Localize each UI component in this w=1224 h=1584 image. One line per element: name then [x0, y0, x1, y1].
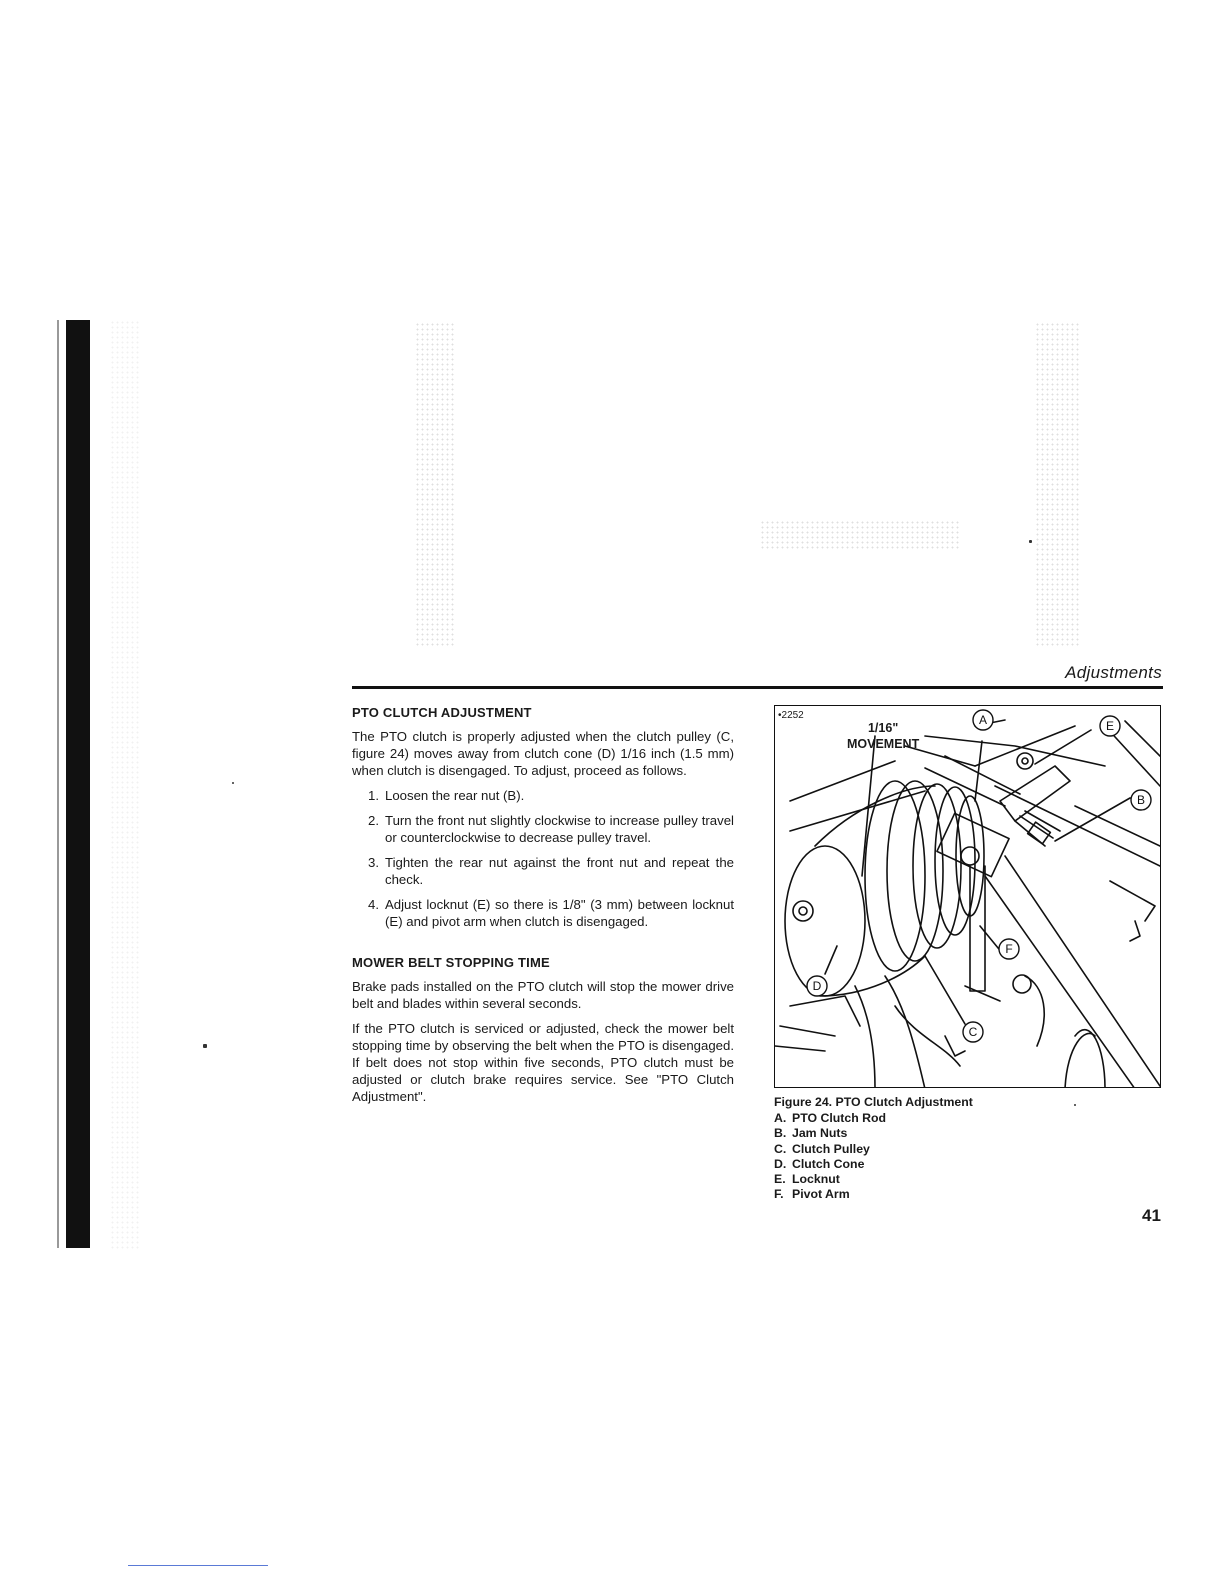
text-column: [352, 704, 734, 1113]
legend-item: [774, 1142, 1074, 1157]
step-number: 3.: [368, 855, 379, 870]
pto-clutch-figure: [774, 705, 1161, 1088]
step-number: 1.: [368, 788, 379, 803]
section-title: Adjustments: [1065, 663, 1162, 682]
belt-stopping-para-2: If the PTO clutch is serviced or adjusted, check the mower belt stopping time by observing the belt when the PTO is disengaged. If belt does not stop within five seconds, PTO clutch must be adjusted or clutch brake requires service. See "PTO Clutch Adjustment".: [352, 1021, 734, 1104]
figure-caption: [774, 1095, 1074, 1202]
step-text: Turn the front nut slightly clockwise to increase pulley travel or counterclockwise to decrease pulley travel.: [385, 813, 734, 845]
legend-item: [774, 1111, 1074, 1126]
legend-letter: F.: [774, 1187, 784, 1202]
callout-d: D: [812, 979, 822, 993]
binding-edge-line: [57, 320, 59, 1248]
legend-item: [774, 1187, 1074, 1202]
scan-noise: [760, 520, 960, 550]
step-item: [352, 787, 734, 804]
pto-clutch-intro: The PTO clutch is properly adjusted when the clutch pulley (C, figure 24) moves away from clutch cone (D) 1/16 inch (1.5 mm) when clutch is disengaged. To adjust, proceed as follows.: [352, 729, 734, 778]
callout-b: B: [1136, 793, 1146, 807]
callout-e: E: [1105, 719, 1115, 733]
figure-code: •2252: [778, 710, 804, 721]
callout-c: C: [968, 1025, 978, 1039]
header-rule: [352, 686, 1163, 689]
belt-stopping-para-1: Brake pads installed on the PTO clutch will stop the mower drive belt and blades within several seconds.: [352, 979, 734, 1011]
legend-label: Clutch Cone: [792, 1156, 865, 1171]
scan-dot: [232, 782, 234, 784]
legend-label: Clutch Pulley: [792, 1141, 870, 1156]
legend-label: Jam Nuts: [792, 1126, 848, 1141]
legend-label: Locknut: [792, 1172, 840, 1187]
step-item: [352, 854, 734, 888]
step-text: Adjust locknut (E) so there is 1/8" (3 mm) between locknut (E) and pivot arm when clutch is disengaged.: [385, 897, 734, 929]
callout-f: F: [1005, 942, 1013, 956]
step-number: 4.: [368, 897, 379, 912]
scan-dot: [1074, 1104, 1076, 1106]
adjustment-steps: [352, 787, 734, 930]
caption-title: Figure 24. PTO Clutch Adjustment: [774, 1095, 973, 1109]
step-number: 2.: [368, 813, 379, 828]
footnote-rule: [128, 1565, 268, 1566]
legend-label: PTO Clutch Rod: [792, 1111, 887, 1126]
step-item: [352, 812, 734, 846]
movement-text: MOVEMENT: [847, 737, 920, 751]
legend-letter: E.: [774, 1172, 786, 1187]
movement-label: [847, 720, 919, 752]
step-item: [352, 896, 734, 930]
legend-letter: A.: [774, 1111, 787, 1126]
page-number: 41: [1142, 1206, 1161, 1225]
step-text: Loosen the rear nut (B).: [385, 788, 525, 803]
scan-dot: [203, 1044, 207, 1048]
legend-item: [774, 1172, 1074, 1187]
binding-edge-shadow: [66, 320, 90, 1248]
legend-letter: D.: [774, 1156, 787, 1171]
callout-a: A: [978, 713, 988, 727]
legend-item: [774, 1157, 1074, 1172]
step-text: Tighten the rear nut against the front nut and repeat the check.: [385, 855, 734, 887]
scan-dot: [1029, 540, 1032, 543]
scan-noise: [415, 322, 455, 647]
legend-letter: C.: [774, 1141, 787, 1156]
pto-clutch-illustration: [775, 706, 1161, 1088]
movement-value: 1/16": [867, 721, 899, 735]
legend-item: [774, 1126, 1074, 1141]
belt-stopping-heading: MOWER BELT STOPPING TIME: [352, 955, 550, 970]
scan-noise: [1035, 322, 1080, 647]
scan-noise: [110, 320, 140, 1250]
legend-letter: B.: [774, 1126, 787, 1141]
pto-clutch-heading: PTO CLUTCH ADJUSTMENT: [352, 705, 532, 720]
legend-label: Pivot Arm: [792, 1187, 850, 1202]
